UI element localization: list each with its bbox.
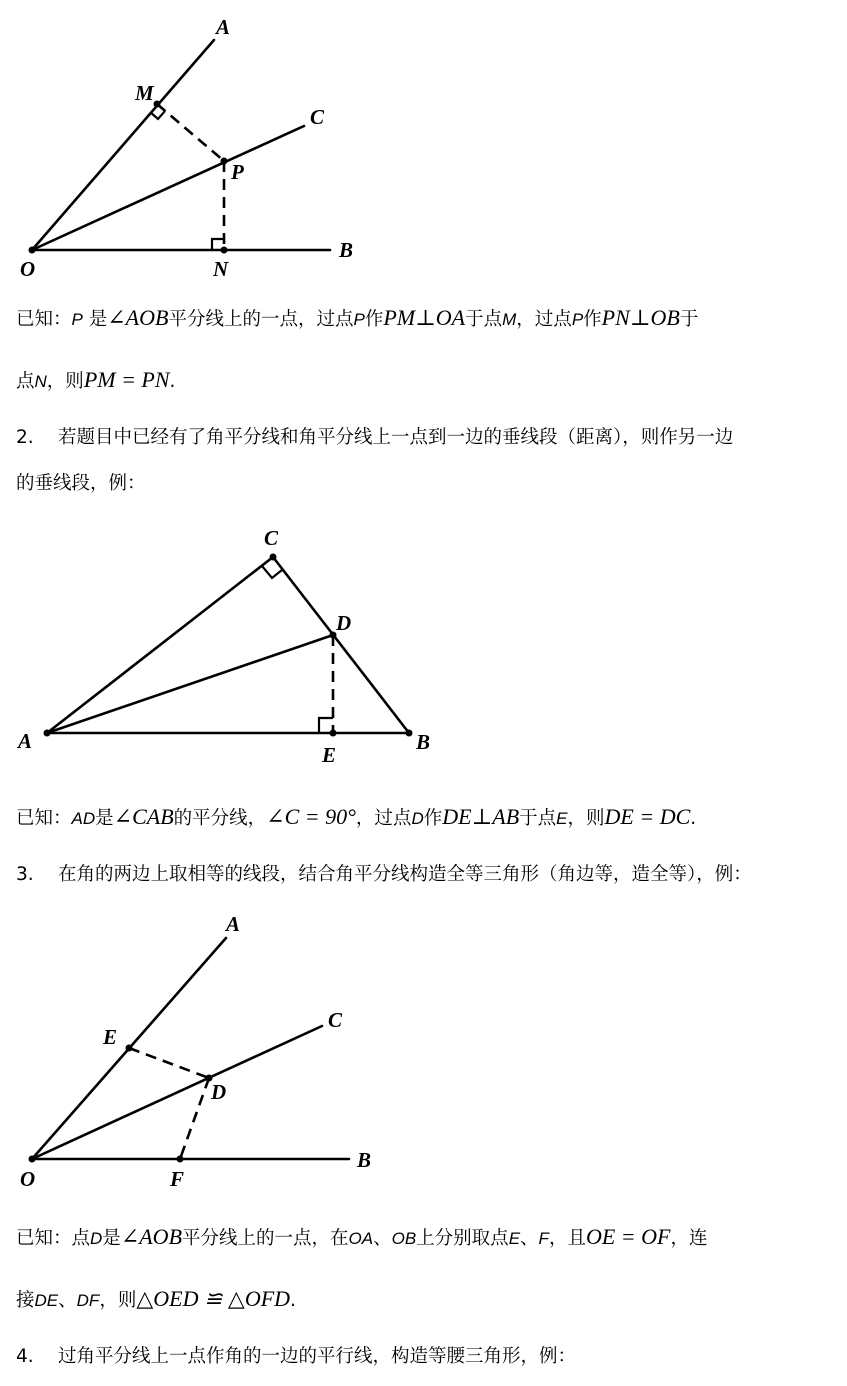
given-statement-1-line-1 <box>16 306 836 332</box>
item-3-line-1 <box>16 863 836 887</box>
text: 平分线上的一点，过点 <box>168 309 354 330</box>
math-expression: PM = PN <box>83 367 170 392</box>
given-statement-3-line-2 <box>16 1287 836 1313</box>
text: 若题目中已经有了角平分线和角平分线上一点到一边的垂线段（距离），则作另一边 <box>58 427 734 448</box>
label-c: C <box>264 526 279 550</box>
text: 作 <box>423 808 443 829</box>
text: 作 <box>364 309 384 330</box>
text: 过角平分线上一点作角的一边的平行线，构造等腰三角形，例： <box>58 1346 577 1367</box>
label-e: E <box>322 743 337 767</box>
label-d: D <box>336 611 352 635</box>
text: 在角的两边上取相等的线段，结合角平分线构造全等三角形（角边等，造全等），例： <box>58 864 752 885</box>
math-expression: OE = OF <box>585 1224 671 1249</box>
given-statement-1-line-2 <box>16 368 836 394</box>
text: 、 <box>58 1290 77 1311</box>
point-label: OB <box>391 1229 417 1248</box>
label-b: B <box>357 1148 372 1172</box>
label-c: C <box>310 105 325 129</box>
text: 、 <box>373 1228 392 1249</box>
text: ，连 <box>670 1228 708 1249</box>
label-m: M <box>135 81 154 105</box>
text: 的垂线段，例： <box>16 473 146 494</box>
math-expression: DE = DC <box>604 804 691 829</box>
text: 、 <box>520 1228 539 1249</box>
segment-pm <box>157 104 224 161</box>
text: ，则 <box>99 1290 137 1311</box>
item-number: 3. <box>16 864 34 885</box>
point-e <box>330 730 337 737</box>
text: 平分线上的一点，在 <box>182 1228 349 1249</box>
point-p <box>221 158 228 165</box>
given-statement-3-line-1 <box>16 1225 836 1251</box>
text: 是 <box>95 808 114 829</box>
point-o <box>29 1156 36 1163</box>
point-f <box>177 1156 184 1163</box>
ray-oc <box>32 1026 322 1159</box>
point-label: E <box>508 1229 521 1248</box>
text: ，过点 <box>355 808 412 829</box>
point-label: M <box>502 310 517 329</box>
item-4-line-1 <box>16 1345 836 1369</box>
label-f: F <box>170 1167 185 1191</box>
segment-ad <box>47 635 333 733</box>
label-o: O <box>20 257 36 281</box>
segment-ac <box>47 557 273 733</box>
text: ，则 <box>46 371 84 392</box>
text: 是 <box>102 1228 121 1249</box>
text: 是 <box>82 309 108 330</box>
math-expression: ∠AOB <box>107 305 169 330</box>
point-label: DE <box>34 1291 59 1310</box>
label-b: B <box>339 238 354 262</box>
ray-oa <box>32 40 214 250</box>
text: 点 <box>16 371 35 392</box>
point-label: N <box>34 372 47 391</box>
label-d: D <box>211 1080 227 1104</box>
point-c <box>270 554 277 561</box>
text: 于点 <box>519 808 557 829</box>
text: ，则 <box>567 808 605 829</box>
text: 已知： <box>16 309 72 330</box>
point-a <box>44 730 51 737</box>
point-b <box>406 730 413 737</box>
item-2-line-2 <box>16 472 836 496</box>
point-label: OA <box>348 1229 374 1248</box>
text: . <box>290 1290 296 1311</box>
text: 的平分线， <box>173 808 267 829</box>
text: ，且 <box>548 1228 586 1249</box>
point-label: E <box>556 809 568 828</box>
point-label: DF <box>76 1291 100 1310</box>
label-e: E <box>103 1025 118 1049</box>
label-b: B <box>416 730 431 754</box>
label-n: N <box>213 257 229 281</box>
label-o: O <box>20 1167 36 1191</box>
text: 作 <box>583 309 602 330</box>
figure-congruent-triangles-bisector <box>0 905 847 1205</box>
text: . <box>690 808 697 829</box>
point-label: D <box>411 809 424 828</box>
point-label: P <box>71 310 83 329</box>
label-a: A <box>216 15 231 39</box>
math-expression: DE⊥AB <box>442 804 520 829</box>
point-o <box>29 247 36 254</box>
math-expression: △OED ≌ △OFD <box>136 1286 291 1311</box>
point-label: AD <box>71 809 96 828</box>
given-statement-2 <box>16 805 836 831</box>
text: ，过点 <box>516 309 572 330</box>
label-c: C <box>328 1008 343 1032</box>
text: 上分别取点 <box>416 1228 509 1249</box>
point-label: F <box>538 1229 549 1248</box>
point-label: P <box>571 310 584 329</box>
figure-angle-bisector-perpendiculars <box>0 0 847 290</box>
point-n <box>221 247 228 254</box>
segment-cb <box>273 557 409 733</box>
point-label: P <box>353 310 365 329</box>
item-number: 4. <box>16 1346 34 1367</box>
math-expression: ∠C = 90° <box>266 804 356 829</box>
label-a: A <box>226 912 241 936</box>
text: 于 <box>679 309 699 330</box>
right-angle-mark-c <box>262 566 282 578</box>
text: . <box>169 371 176 392</box>
point-label: D <box>90 1229 103 1248</box>
point-m <box>154 101 161 108</box>
math-expression: PN⊥OB <box>601 305 680 330</box>
label-p: P <box>231 160 244 184</box>
segment-ed <box>129 1048 209 1078</box>
math-expression: ∠CAB <box>113 804 174 829</box>
point-e <box>126 1045 133 1052</box>
text: 已知： <box>16 808 72 829</box>
math-expression: PM⊥OA <box>383 305 466 330</box>
text: 已知：点 <box>16 1228 91 1249</box>
item-2-line-1 <box>16 426 836 450</box>
label-a: A <box>18 729 33 753</box>
math-expression: ∠AOB <box>120 1224 183 1249</box>
item-number: 2. <box>16 427 34 448</box>
ray-oc <box>32 126 304 250</box>
text: 于点 <box>465 309 503 330</box>
text: 接 <box>16 1290 35 1311</box>
figure-right-triangle-bisector <box>0 515 847 775</box>
